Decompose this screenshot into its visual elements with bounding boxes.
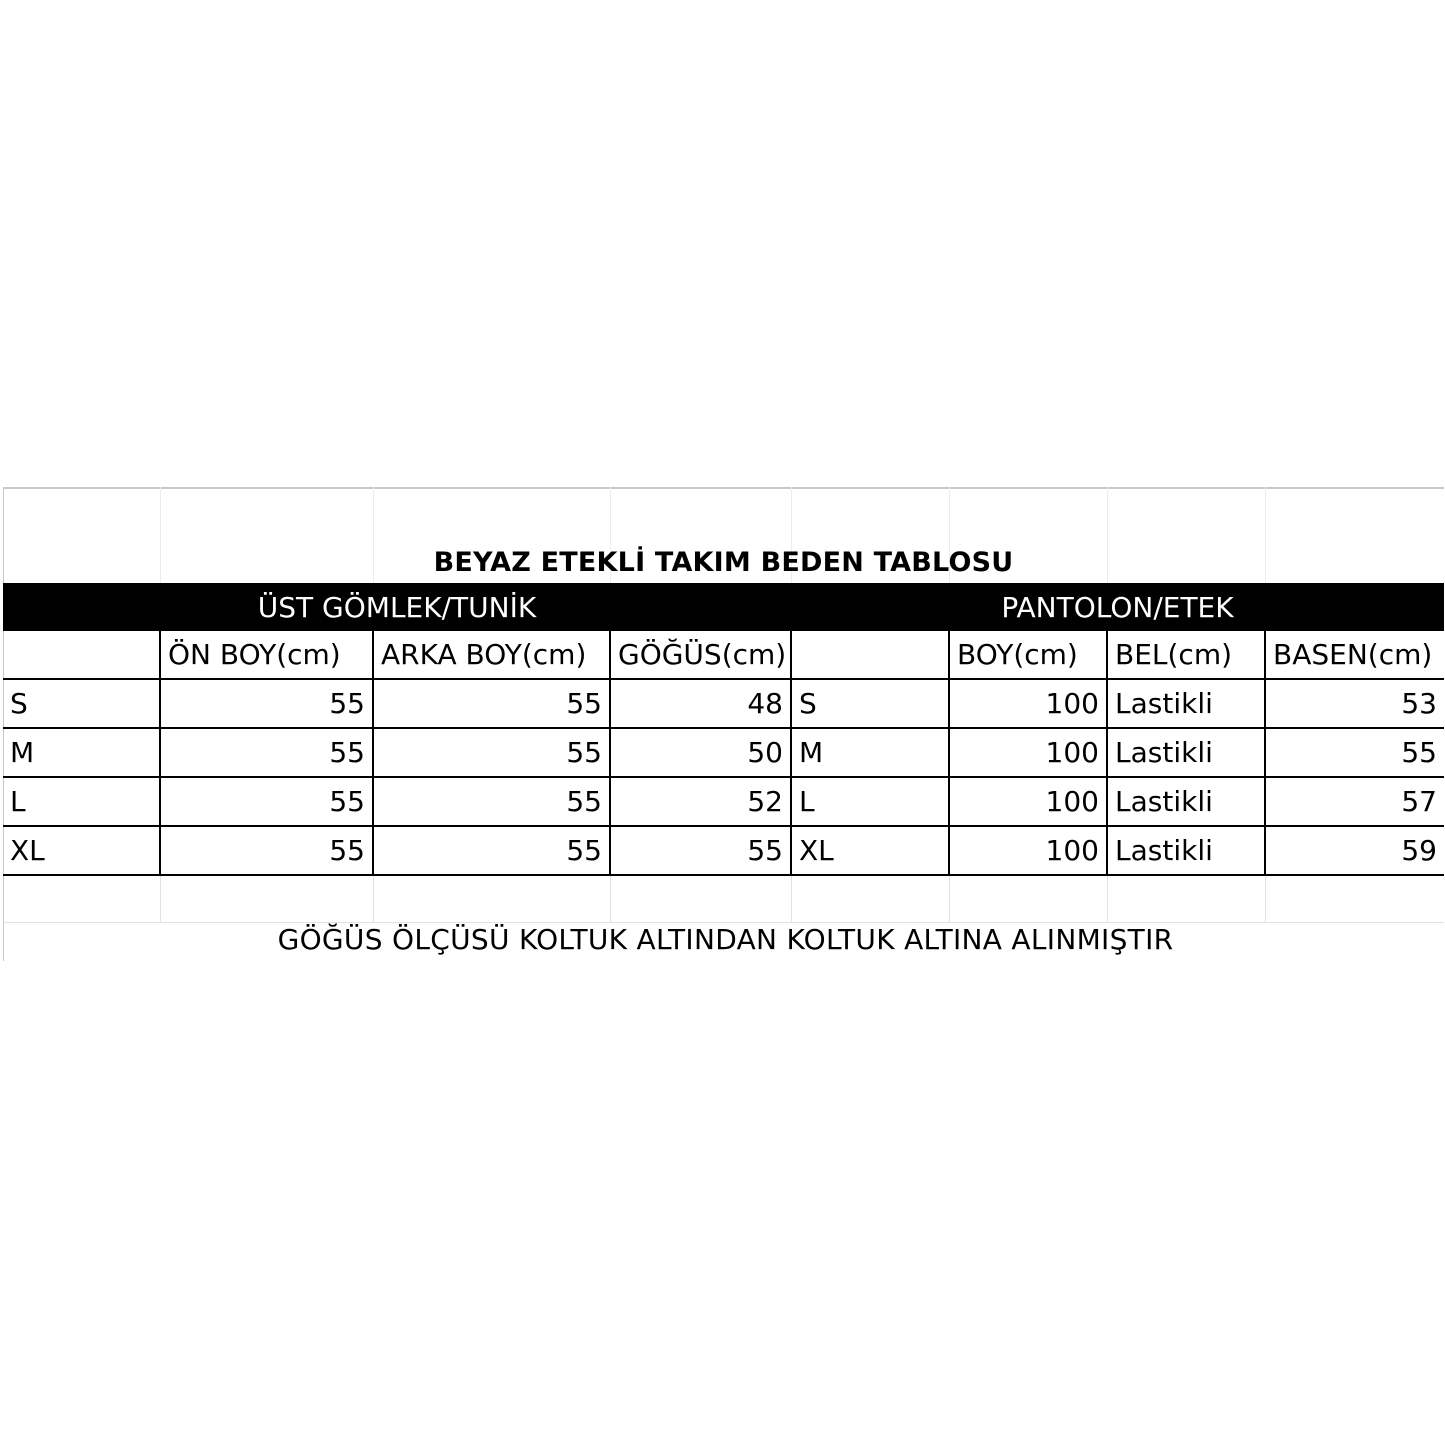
table-row xyxy=(3,777,1444,826)
value-cell: 55 xyxy=(160,679,373,728)
measurement-note: GÖĞÜS ÖLÇÜSÜ KOLTUK ALTINDAN KOLTUK ALTINA ALINMIŞTIR xyxy=(277,923,1174,956)
value-cell: 55 xyxy=(160,728,373,777)
group-label-top: ÜST GÖMLEK/TUNİK xyxy=(257,591,537,624)
empty-cell xyxy=(373,875,610,922)
value-cell: 100 xyxy=(949,728,1107,777)
size-cell: XL xyxy=(791,826,949,875)
value-cell: 53 xyxy=(1265,679,1444,728)
size-cell: S xyxy=(3,679,160,728)
empty-row xyxy=(3,875,1444,922)
value-cell: 55 xyxy=(1265,728,1444,777)
value-cell: 57 xyxy=(1265,777,1444,826)
size-cell: M xyxy=(791,728,949,777)
value-cell: 50 xyxy=(610,728,791,777)
value-cell: 48 xyxy=(610,679,791,728)
header-cell-size-top xyxy=(3,631,160,679)
empty-cell xyxy=(949,875,1107,922)
value-cell: 100 xyxy=(949,826,1107,875)
value-cell: Lastikli xyxy=(1107,826,1265,875)
value-cell: Lastikli xyxy=(1107,679,1265,728)
empty-cell xyxy=(160,875,373,922)
header-cell-hip: BASEN(cm) xyxy=(1265,631,1444,679)
value-cell: 59 xyxy=(1265,826,1444,875)
table-row xyxy=(3,826,1444,875)
size-cell: L xyxy=(3,777,160,826)
empty-cell xyxy=(610,875,791,922)
empty-cell xyxy=(3,875,160,922)
header-row xyxy=(3,631,1444,679)
value-cell: Lastikli xyxy=(1107,728,1265,777)
value-cell: 52 xyxy=(610,777,791,826)
empty-cell xyxy=(791,875,949,922)
value-cell: 55 xyxy=(373,679,610,728)
header-cell-front-length: ÖN BOY(cm) xyxy=(160,631,373,679)
chart-title: BEYAZ ETEKLİ TAKIM BEDEN TABLOSU xyxy=(433,547,1014,578)
header-cell-back-length: ARKA BOY(cm) xyxy=(373,631,610,679)
value-cell: 55 xyxy=(373,826,610,875)
empty-cell xyxy=(1265,875,1444,922)
table-row xyxy=(3,728,1444,777)
value-cell: 100 xyxy=(949,679,1107,728)
value-cell: 55 xyxy=(610,826,791,875)
value-cell: 55 xyxy=(373,777,610,826)
group-label-bottom: PANTOLON/ETEK xyxy=(1001,591,1234,624)
table-row xyxy=(3,679,1444,728)
size-cell: S xyxy=(791,679,949,728)
header-cell-size-bottom xyxy=(791,631,949,679)
size-cell: XL xyxy=(3,826,160,875)
sheet-top-border xyxy=(3,487,1444,489)
size-cell: M xyxy=(3,728,160,777)
value-cell: 100 xyxy=(949,777,1107,826)
header-cell-chest: GÖĞÜS(cm) xyxy=(610,631,791,679)
size-cell: L xyxy=(791,777,949,826)
header-cell-waist: BEL(cm) xyxy=(1107,631,1265,679)
size-chart-sheet xyxy=(3,487,1444,961)
size-table xyxy=(3,631,1444,923)
value-cell: Lastikli xyxy=(1107,777,1265,826)
header-cell-length: BOY(cm) xyxy=(949,631,1107,679)
value-cell: 55 xyxy=(160,777,373,826)
value-cell: 55 xyxy=(373,728,610,777)
empty-cell xyxy=(1107,875,1265,922)
value-cell: 55 xyxy=(160,826,373,875)
